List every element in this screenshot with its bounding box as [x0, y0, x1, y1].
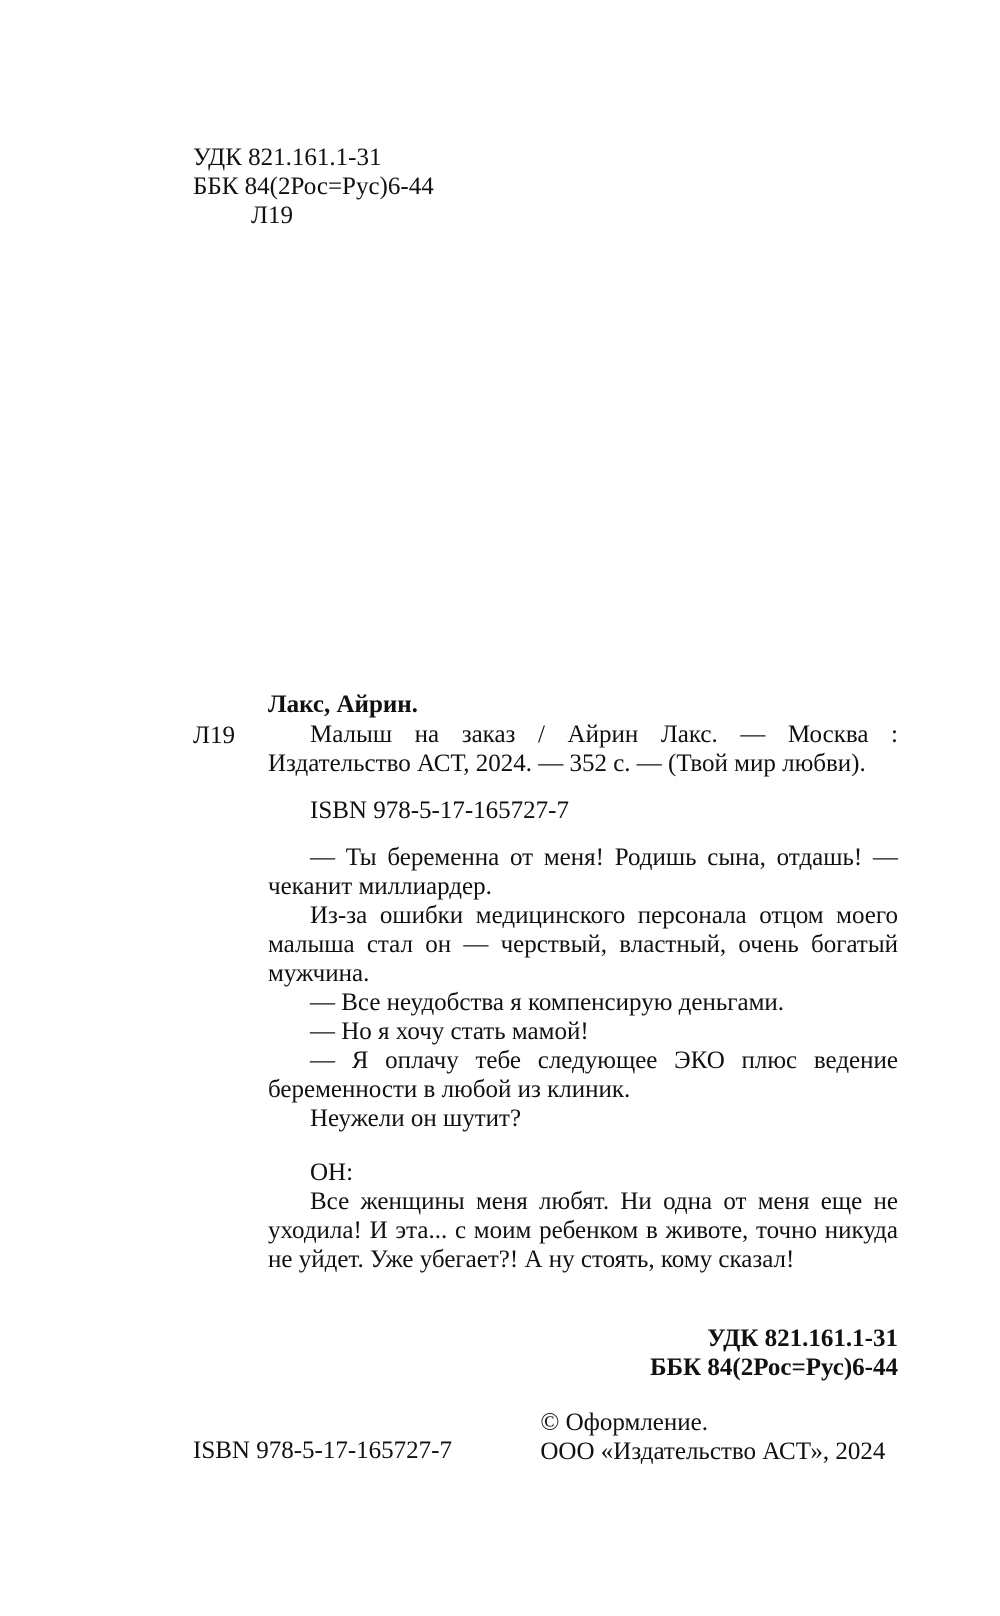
side-author-mark: Л19 — [193, 722, 235, 749]
copyright-line-1: © Оформление. — [540, 1409, 708, 1436]
bottom-udk: УДК 821.161.1-31 — [707, 1325, 898, 1352]
top-udk: УДК 821.161.1-31 — [193, 144, 382, 171]
bottom-classification — [650, 1324, 898, 1382]
annotation-heading: ОН: — [310, 1159, 354, 1186]
record-title: Малыш на заказ / Айрин Лакс. — Москва : Издательство АСТ, 2024. — 352 с. — (Твой мир любви). — [268, 721, 898, 777]
bottom-isbn: ISBN 978-5-17-165727-7 — [193, 1437, 453, 1464]
record-isbn: ISBN 978-5-17-165727-7 — [310, 797, 570, 824]
bottom-bbk: ББК 84(2Рос=Рус)6-44 — [650, 1354, 898, 1381]
top-bbk: ББК 84(2Рос=Рус)6-44 — [193, 173, 434, 200]
copyright-line-2: ООО «Издательство АСТ», 2024 — [540, 1438, 886, 1465]
bibliographic-record — [268, 690, 898, 1274]
annotation-paragraph: Все женщины меня любят. Ни одна от меня еще не уходила! И эта... с моим ребенком в животе, точно никуда не уйдет. Уже убегает?! А ну стоять, кому сказал! — [268, 1188, 898, 1273]
annotation-paragraph: — Ты беременна от меня! Родишь сына, отдашь! — чеканит миллиардер. — [268, 844, 898, 900]
annotation-paragraph: Неужели он шутит? — [310, 1105, 522, 1132]
annotation-paragraph: — Все неудобства я компенсирую деньгами. — [310, 989, 785, 1016]
annotation-paragraph: Из-за ошибки медицинского персонала отцом моего малыша стал он — черствый, властный, очень богатый мужчина. — [268, 902, 898, 987]
top-author-mark: Л19 — [251, 202, 293, 229]
annotation — [268, 843, 898, 1274]
record-author: Лакс, Айрин. — [268, 691, 418, 718]
top-classification — [193, 143, 434, 230]
annotation-paragraph: — Я оплачу тебе следующее ЭКО плюс ведение беременности в любой из клиник. — [268, 1047, 898, 1103]
copyright — [540, 1408, 898, 1466]
annotation-gap — [268, 1133, 898, 1158]
annotation-paragraph: — Но я хочу стать мамой! — [310, 1018, 589, 1045]
